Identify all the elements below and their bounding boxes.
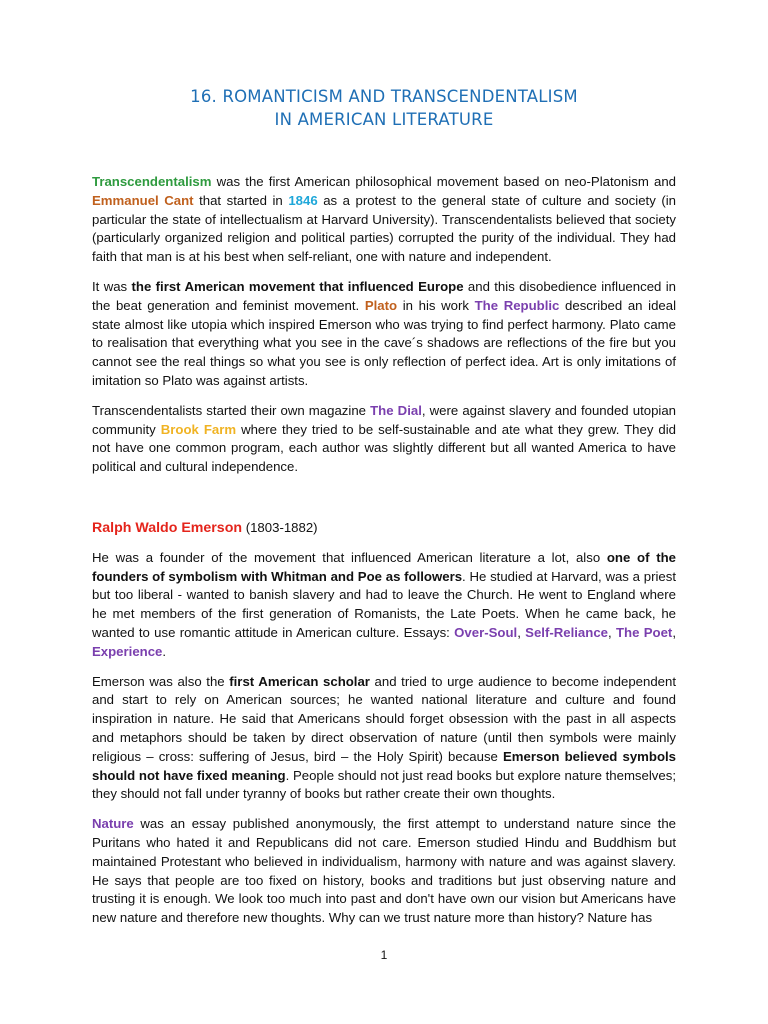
term-the-dial: The Dial	[370, 402, 422, 418]
paragraph-influence-europe: It was the first American movement that influenced Europe and this disobedience influenced in the beat generation and feminist movement. Plato in his work The Republic described an ideal state almost like utopia which inspired Emerson who was trying to find perfect harmony. Plato came to realisation that everything what you see in the cave´s shadows are reflections of the fire but you cannot see the real things so what you see is only reflection of perfect idea. Art is only imitations of imitation so Plato was against artists.	[92, 278, 677, 388]
paragraph-transcendentalism-intro: Transcendentalism was the first American philosophical movement based on neo-Platonism and Emmanuel Cant that started in 1846 as a protest to the general state of culture and society (in particular the state of intellectualism at Harvard University). Transcendentalists believed that society (particularly organized religion and political parties) corrupted the purity of the individual. They had faith that man is at his best when self-reliant, one with nature and independent.	[92, 174, 676, 265]
section-name: Ralph Waldo Emerson	[92, 519, 243, 536]
essay-experience: Experience	[92, 643, 163, 659]
term-plato: Plato	[364, 297, 398, 313]
term-transcendentalism: Transcendentalism	[92, 174, 212, 189]
page-title	[92, 85, 676, 131]
term-nature: Nature	[92, 816, 134, 832]
highlight-first-movement: the first American movement that influenced Europe	[131, 278, 464, 294]
paragraph-emerson-founder: He was a founder of the movement that influenced American literature a lot, also one of the founders of symbolism with Whitman and Poe as followers. He studied at Harvard, was a priest but too liberal - wanted to banish slavery and had to leave the Church. He went to England where he met members of the first generation of Romanists, the Late Poets. When he came back, he wanted to use romantic attitude in American culture. Essays: Over-Soul, Self-Reliance, The Poet, Experience.	[92, 549, 676, 659]
term-year-1846: 1846	[288, 192, 318, 208]
term-brook-farm: Brook Farm	[160, 421, 237, 437]
page-number: 1	[380, 948, 388, 962]
highlight-symbolism: one of the founders of symbolism with Whitman and Poe as followers	[92, 549, 676, 584]
term-emmanuel-cant: Emmanuel Cant	[92, 192, 194, 208]
section-years: (1803-1882)	[242, 519, 318, 535]
highlight-first-scholar: first American scholar	[229, 673, 370, 689]
paragraph-emerson-scholar: Emerson was also the first American scholar and tried to urge audience to become independent and start to rely on American sources; he wanted national literature and culture and found inspiration in nature. He said that Americans should forget obsession with the past in all aspects and metaphors should be taken by direct observation of nature (until then symbols were mainly religious – cross: suffering of Jesus, bird – the Holy Spirit) because Emerson believed symbols should not have fixed meaning. People should not just read books but explore nature themselves; they should not fall under tyranny of books but rather create their own thoughts.	[92, 673, 677, 802]
essay-over-soul: Over-Soul	[454, 624, 518, 640]
essay-the-poet: The Poet	[615, 624, 673, 640]
paragraph-the-dial: Transcendentalists started their own magazine The Dial, were against slavery and founded utopian community Brook Farm where they tried to be self-sustainable and ate what they grew. They did not have one common program, each author was slightly different but all wanted America to have political and cultural independence.	[92, 402, 677, 475]
section-heading-emerson	[92, 519, 676, 538]
essay-self-reliance: Self-Reliance	[525, 624, 608, 640]
term-the-republic: The Republic	[474, 297, 560, 313]
title-line-1: 16. ROMANTICISM AND TRANSCENDENTALISM	[190, 87, 578, 106]
document-page	[92, 85, 676, 928]
paragraph-nature-essay: Nature was an essay published anonymously, the first attempt to understand nature since the Puritans who hated it and Republicans did not care. Emerson studied Hindu and Buddhism but maintained Protestant who believed in individualism, harmony with nature and was against slavery. He says that people are too fixed on history, books and traditions but just observing nature and trusting it is enough. We look too much into past and don't have own our vision but Americans have new nature and therefore new thoughts. Why can we trust nature more than history? Nature has	[92, 816, 676, 926]
highlight-symbols-meaning: Emerson believed symbols should not have fixed meaning	[92, 748, 676, 783]
title-line-2: IN AMERICAN LITERATURE	[274, 110, 494, 129]
